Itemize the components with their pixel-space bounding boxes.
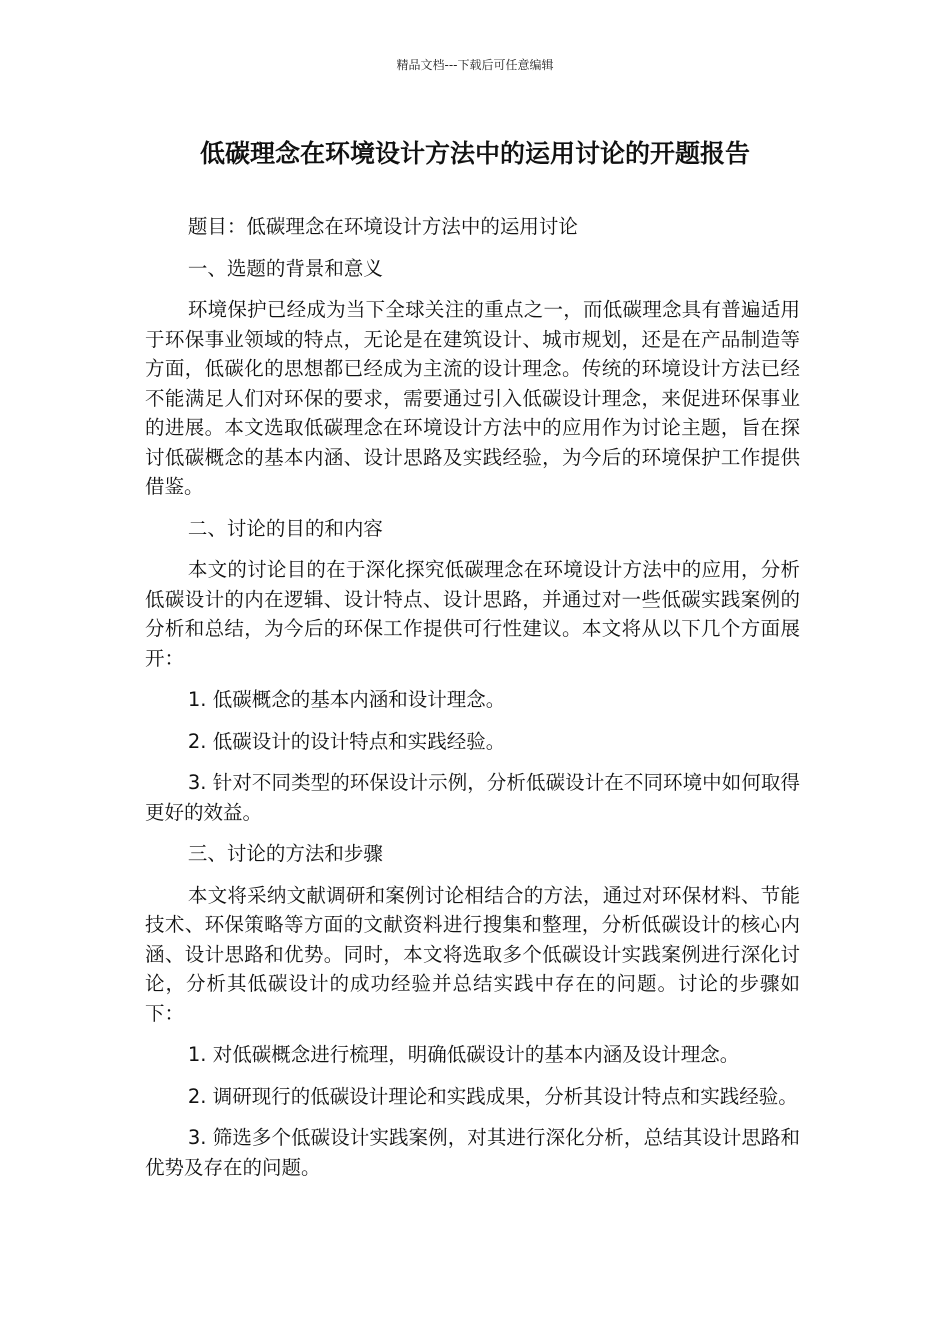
paragraph-methods: 本文将采纳文献调研和案例讨论相结合的方法，通过对环保材料、节能技术、环保策略等方面的文献资料进行搜集和整理，分析低碳设计的核心内涵、设计思路和优势。同时，本文将选取多个低碳设计实践案例进行深化讨论，分析其低碳设计的成功经验并总结实践中存在的问题。讨论的步骤如下：	[145, 883, 800, 1025]
section-heading-purpose: 二、讨论的目的和内容	[187, 516, 383, 540]
section-heading-background: 一、选题的背景和意义	[187, 256, 383, 280]
list-item: 1. 对低碳概念进行梳理，明确低碳设计的基本内涵及设计理念。	[187, 1043, 740, 1066]
subject-line: 题目：低碳理念在环境设计方法中的运用讨论	[187, 215, 578, 238]
list-item: 1. 低碳概念的基本内涵和设计理念。	[187, 688, 506, 711]
list-item: 2. 调研现行的低碳设计理论和实践成果，分析其设计特点和实践经验。	[187, 1084, 798, 1108]
paragraph-purpose: 本文的讨论目的在于深化探究低碳理念在环境设计方法中的应用，分析低碳设计的内在逻辑、设计特点、设计思路，并通过对一些低碳实践案例的分析和总结，为今后的环保工作提供可行性建议。本文将从以下几个方面展开：	[145, 558, 800, 670]
document-body	[145, 212, 800, 1194]
page-header-watermark: 精品文档---下载后可任意编辑	[396, 58, 554, 72]
document-title: 低碳理念在环境设计方法中的运用讨论的开题报告	[199, 139, 750, 168]
list-item: 2. 低碳设计的设计特点和实践经验。	[187, 729, 506, 753]
paragraph-background: 环境保护已经成为当下全球关注的重点之一，而低碳理念具有普遍适用于环保事业领域的特点，无论是在建筑设计、城市规划，还是在产品制造等方面，低碳化的思想都已经成为主流的设计理念。传统的环境设计方法已经不能满足人们对环保的要求，需要通过引入低碳设计理念，来促进环保事业的进展。本文选取低碳理念在环境设计方法中的应用作为讨论主题，旨在探讨低碳概念的基本内涵、设计思路及实践经验，为今后的环境保护工作提供借鉴。	[145, 298, 800, 498]
list-item: 3. 筛选多个低碳设计实践案例，对其进行深化分析，总结其设计思路和优势及存在的问题。	[145, 1126, 800, 1179]
section-heading-methods: 三、讨论的方法和步骤	[187, 842, 383, 865]
list-item: 3. 针对不同类型的环保设计示例，分析低碳设计在不同环境中如何取得更好的效益。	[145, 771, 800, 824]
